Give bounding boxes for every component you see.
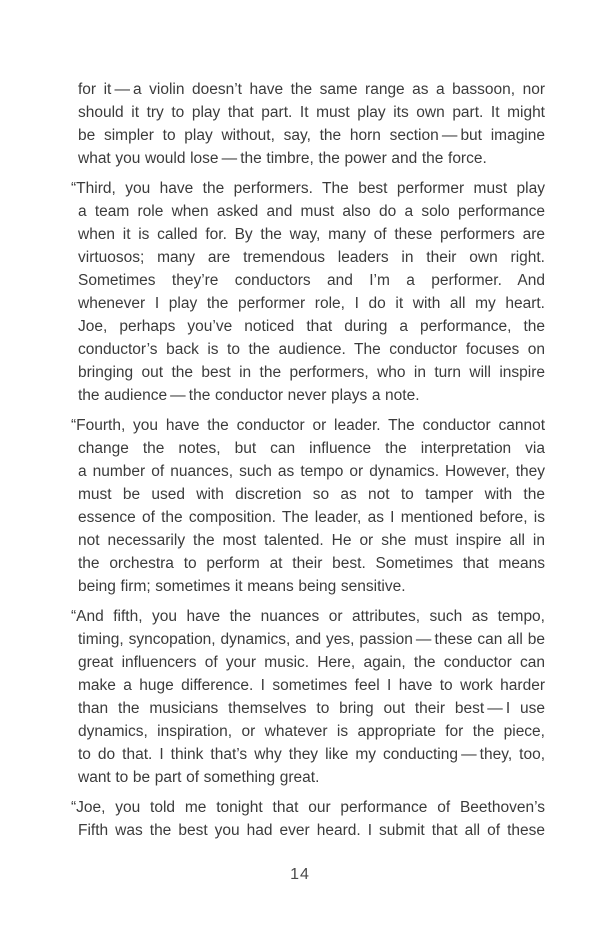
text-line: Sometimes they’re conductors and I’m a performer. And xyxy=(78,272,545,289)
text-line: not necessarily the most talented. He or she must inspire all in xyxy=(78,532,545,549)
text-line: “Fourth, you have the conductor or leader. The conductor cannot xyxy=(71,417,545,434)
page-number: 14 xyxy=(290,866,310,883)
page-text xyxy=(71,78,545,842)
paragraph xyxy=(71,605,545,789)
text-line: be simpler to play without, say, the horn section — but imagine xyxy=(78,127,545,144)
text-line: for it — a violin doesn’t have the same range as a bassoon, nor xyxy=(78,81,545,98)
text-line: great influencers of your music. Here, again, the conductor can xyxy=(78,654,545,671)
text-line: a number of nuances, such as tempo or dynamics. However, they xyxy=(78,463,545,480)
text-line: whenever I play the performer role, I do it with all my heart. xyxy=(78,295,545,312)
text-line: “And fifth, you have the nuances or attributes, such as tempo, xyxy=(71,608,545,625)
text-line: essence of the composition. The leader, as I mentioned before, is xyxy=(78,509,545,526)
text-line: dynamics, inspiration, or whatever is appropriate for the piece, xyxy=(78,723,545,740)
text-line: want to be part of something great. xyxy=(78,769,320,786)
text-line: should it try to play that part. It must play its own part. It might xyxy=(78,104,545,121)
text-line: change the notes, but can influence the interpretation via xyxy=(78,440,545,457)
text-line: being firm; sometimes it means being sensitive. xyxy=(78,578,406,595)
text-line: “Third, you have the performers. The best performer must play xyxy=(71,180,545,197)
text-line: virtuosos; many are tremendous leaders in their own right. xyxy=(78,249,545,266)
text-line: must be used with discretion so as not to tamper with the xyxy=(78,486,545,503)
paragraph xyxy=(71,414,545,598)
text-line: than the musicians themselves to bring out their best — I use xyxy=(78,700,545,717)
paragraph xyxy=(71,177,545,407)
text-line: to do that. I think that’s why they like my conducting — they, too, xyxy=(78,746,545,763)
paragraph xyxy=(71,796,545,842)
text-line: timing, syncopation, dynamics, and yes, passion — these can all be xyxy=(78,631,545,648)
text-line: conductor’s back is to the audience. The conductor focuses on xyxy=(78,341,545,358)
text-line: Joe, perhaps you’ve noticed that during a performance, the xyxy=(78,318,545,335)
text-line: when it is called for. By the way, many of these performers are xyxy=(78,226,545,243)
text-line: the audience — the conductor never plays a note. xyxy=(78,387,420,404)
text-line: bringing out the best in the performers, who in turn will inspire xyxy=(78,364,545,381)
text-line: Fifth was the best you had ever heard. I submit that all of these xyxy=(78,822,545,839)
paragraph xyxy=(78,78,545,170)
text-line: what you would lose — the timbre, the power and the force. xyxy=(78,150,487,167)
text-line: a team role when asked and must also do a solo performance xyxy=(78,203,545,220)
text-line: make a huge difference. I sometimes feel I have to work harder xyxy=(78,677,545,694)
text-line: “Joe, you told me tonight that our performance of Beethoven’s xyxy=(71,799,545,816)
text-line: the orchestra to perform at their best. Sometimes that means xyxy=(78,555,545,572)
